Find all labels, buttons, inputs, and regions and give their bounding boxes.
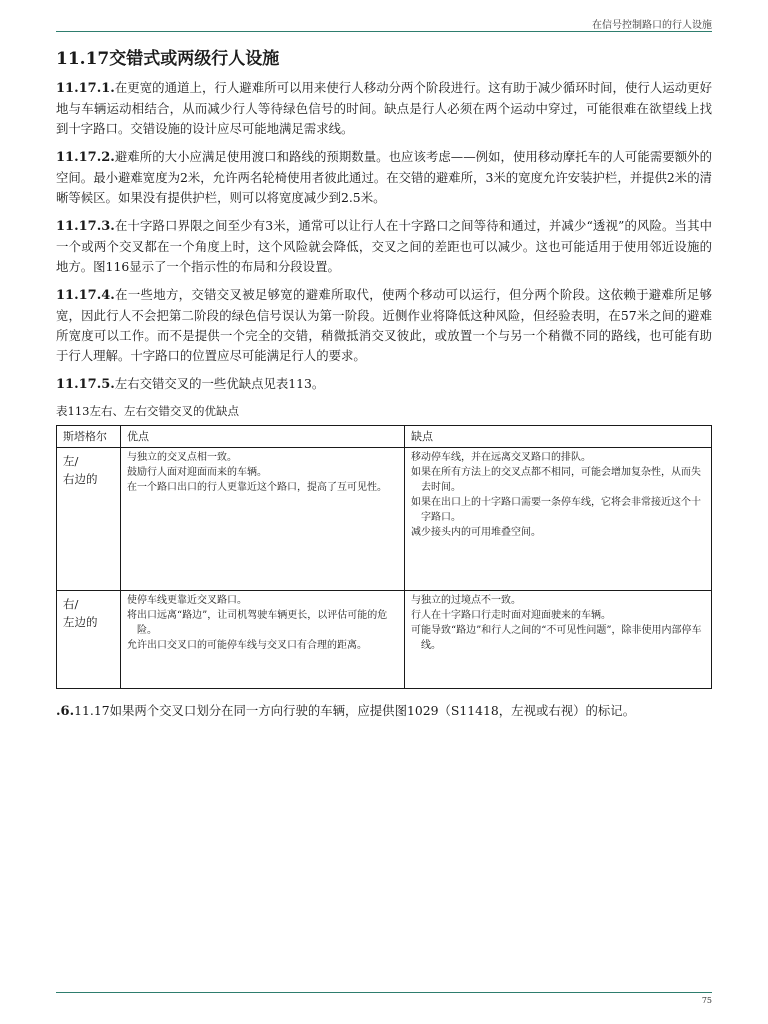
paragraph-number: 11.17.2.: [56, 150, 115, 165]
paragraph-number: 11.17.1.: [56, 81, 115, 96]
paragraph-number: 11.17.3.: [56, 219, 115, 234]
advantages-cell: [121, 591, 405, 689]
body-content: [56, 78, 712, 730]
advantage-item: 与独立的交叉点相一致。: [127, 452, 237, 463]
advantage-item: 鼓励行人面对迎面而来的车辆。: [127, 467, 267, 478]
paragraph-text: 11.17如果两个交叉口划分在同一方向行驶的车辆，应提供图1029（S11418，左视或右视）的标记。: [74, 703, 636, 718]
section-title: 11.17交错式或两级行人设施: [56, 49, 280, 69]
header-advantages: 优点: [121, 426, 405, 448]
paragraph-number: 11.17.5.: [56, 377, 115, 392]
row-label-line: 左边的: [63, 615, 98, 629]
table-caption: 表113左右、左右交错交叉的优缺点: [56, 404, 239, 418]
row-label-left-right: [57, 448, 121, 591]
advantage-item: 允许出口交叉口的可能停车线与交叉口有合理的距离。: [127, 640, 367, 651]
disadvantage-item: 如果在出口上的十字路口需要一条停车线，它将会非常接近这个十字路口。: [411, 497, 701, 523]
footer-rule: [56, 992, 712, 993]
disadvantage-item: 行人在十字路口行走时面对迎面驶来的车辆。: [411, 610, 611, 621]
page-number: 75: [701, 996, 712, 1005]
advantage-item: 在一个路口出口的行人更靠近这个路口，提高了互可见性。: [127, 482, 387, 493]
header-stagger: 斯塔格尔: [57, 426, 121, 448]
paragraph-11-17-1: [56, 78, 712, 139]
disadvantages-cell: [405, 448, 712, 591]
row-label-line: 左/: [63, 454, 79, 468]
disadvantage-item: 移动停车线，并在远离交叉路口的排队。: [411, 452, 591, 463]
table-row-right-left: [57, 591, 712, 689]
paragraph-text: 在十字路口界限之间至少有3米，通常可以让行人在十字路口之间等待和通过，并减少“透视”的风险。当其中一个或两个交叉都在一个角度上时，这个风险就会降低，交叉之间的差距也可以减少。这也可能适用于使用邻近设施的地方。图116显示了一个指示性的布局和分段设置。: [56, 218, 712, 274]
header-rule: [56, 31, 712, 32]
paragraph-number: 11.17.4.: [56, 288, 115, 303]
header-disadvantages: 缺点: [405, 426, 712, 448]
row-label-right-left: [57, 591, 121, 689]
disadvantage-item: 如果在所有方法上的交叉点都不相同，可能会增加复杂性，从而失去时间。: [411, 467, 701, 493]
disadvantage-item: 减少接头内的可用堆叠空间。: [411, 527, 541, 538]
disadvantage-item: 与独立的过境点不一致。: [411, 595, 521, 606]
paragraph-text: 在一些地方，交错交叉被足够宽的避难所取代，使两个移动可以运行，但分两个阶段。这依赖于避难所足够宽，因此行人不会把第二阶段的绿色信号误认为第一阶段。近侧作业将降低这种风险，但经验表明，在57米之间的避难所宽度可以工作。而不是提供一个完全的交错，稍微抵消交叉彼此，或放置一个与另一个稍微不同的路线，也可能有助于行人理解。十字路口的位置应尽可能满足行人的要求。: [56, 287, 712, 363]
paragraph-number: .6.: [56, 704, 75, 719]
paragraph-final: [56, 701, 712, 722]
advantages-cell: [121, 448, 405, 591]
paragraph-11-17-2: [56, 147, 712, 208]
running-header: 在信号控制路口的行人设施: [592, 20, 712, 31]
advantage-item: 将出口远离“路边”，让司机驾驶车辆更长，以评估可能的危险。: [127, 610, 388, 636]
table-row-left-right: [57, 448, 712, 591]
paragraph-11-17-4: [56, 285, 712, 366]
paragraph-text: 避难所的大小应满足使用渡口和路线的预期数量。也应该考虑——例如，使用移动摩托车的人可能需要额外的空间。最小避难宽度为2米，允许两名轮椅使用者彼此通过。在交错的避难所，3米的宽度允许安装护栏，并提供2米的清晰等候区。如果没有提供护栏，则可以将宽度减少到2.5米。: [56, 149, 712, 205]
row-label-line: 右边的: [63, 472, 98, 486]
advantage-item: 使停车线更靠近交叉路口。: [127, 595, 247, 606]
table-header-row: [57, 426, 712, 448]
row-label-line: 右/: [63, 597, 79, 611]
disadvantages-cell: [405, 591, 712, 689]
paragraph-11-17-3: [56, 216, 712, 277]
paragraph-11-17-5: [56, 374, 712, 395]
disadvantage-item: 可能导致“路边”和行人之间的“不可见性问题”，除非使用内部停车线。: [411, 625, 702, 651]
paragraph-text: 左右交错交叉的一些优缺点见表113。: [114, 376, 325, 391]
paragraph-text: 在更宽的通道上，行人避难所可以用来使行人移动分两个阶段进行。这有助于减少循环时间，使行人运动更好地与车辆运动相结合，从而减少行人等待绿色信号的时间。缺点是行人必须在两个运动中穿过，可能很难在欲望线上找到十字路口。交错设施的设计应尽可能地满足需求线。: [56, 80, 712, 136]
pros-cons-table: [56, 425, 712, 689]
